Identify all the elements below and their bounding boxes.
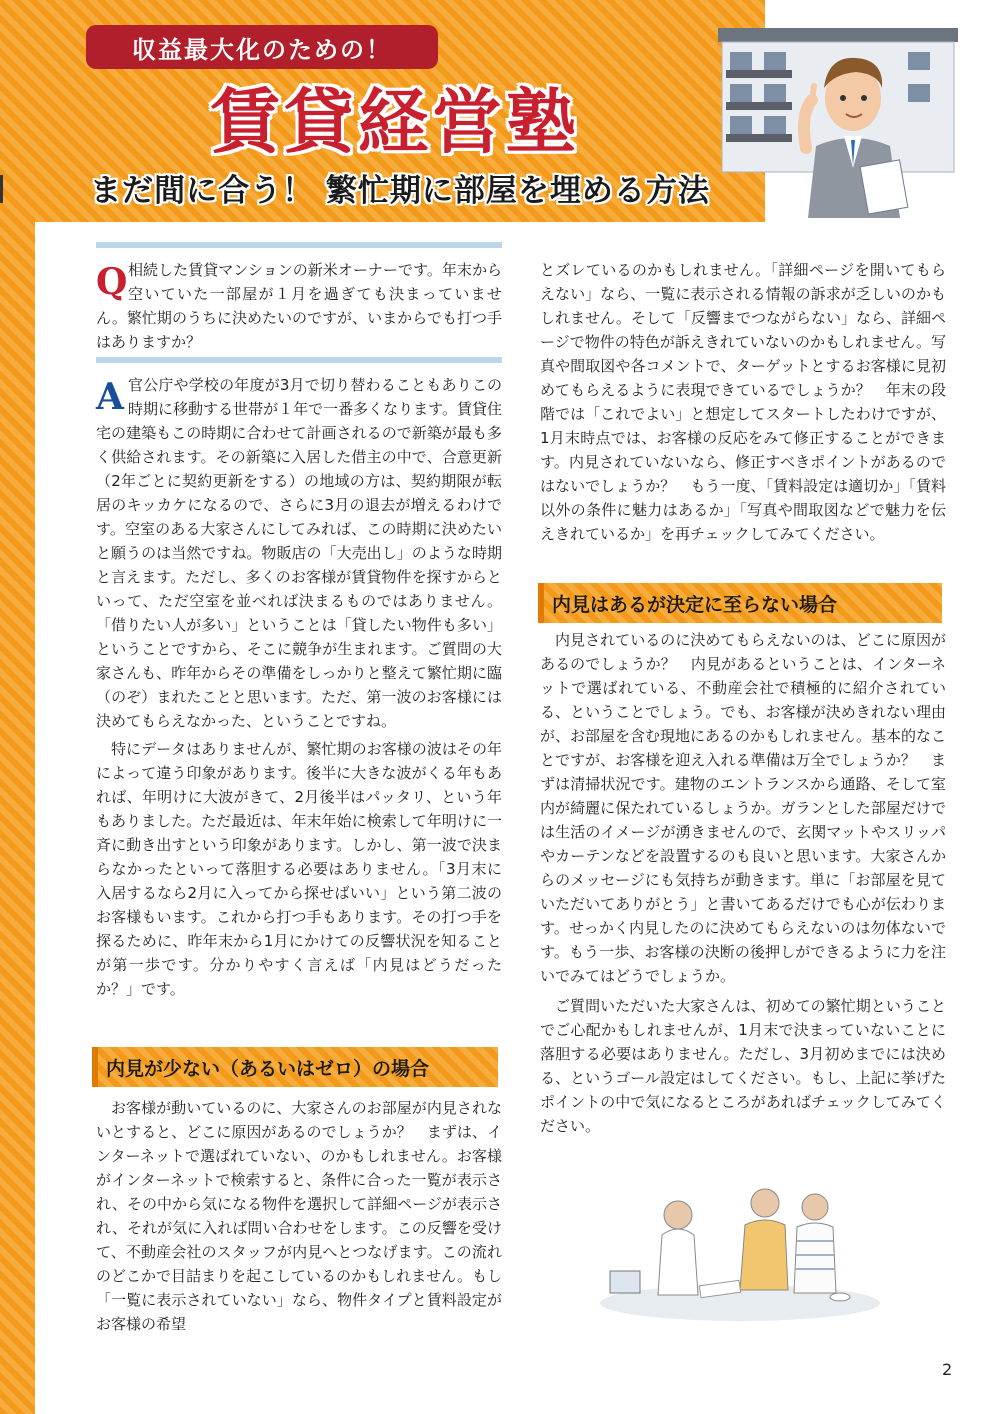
question-bottom-rule [96, 357, 502, 363]
answer-block [96, 373, 502, 733]
question-block [96, 258, 502, 354]
edge-marker [0, 175, 3, 203]
answer-paragraph-2: 特にデータはありませんが、繁忙期のお客様の波はその年によって違う印象があります。後半に大きな波がくる年もあれば、年明けに大波がきて、2月後半はパッタリ、という年もありました。ただ最近は、年末年始に検索して年明けに一斉に動き出すという印象があります。しかし、第一波で決まらなかったといって落胆する必要はありません。「3月末に入居するなら2月に入ってから探せばいい」という第二波のお客様もいます。これから打つ手もあります。その打つ手を探るために、昨年末から1月にかけての反響状況を知ることが第一歩です。分かりやすく言えば「内見はどうだったか？」です。 [96, 740, 502, 998]
question-top-rule [96, 242, 502, 248]
section2-body: 内見されているのに決めてもらえないのは、どこに原因があるのでしょうか？ 内見があるということは、インターネットで選ばれている、不動産会社で積極的に紹介されている、ということでしょう。でも、お客様が決めきれない理由が、お部屋を含む現地にあるのかもしれません。基本的なことですが、お客様を迎え入れる準備は万全でしょうか？ まずは清掃状況です。建物のエントランスから通路、そして室内が綺麗に保たれているしょうか。ガランとした部屋だけでは生活のイメージが湧きませんので、玄関マットやスリッパやカーテンなどを設置するのも良いと思います。大家さんからのメッセージにも気持ちが動きます。単に「お部屋を見ていただいてありがとう」と書いてあるだけでも心が伝わります。せっかく内見したのに決めてもらえないのは勿体ないです。もう一歩、お客様の決断の後押しができるように力を注いでみてはどうでしょうか。 [540, 631, 946, 985]
building-advisor-illustration [708, 18, 988, 218]
right-column [540, 258, 946, 546]
left-column [96, 258, 502, 354]
page-subtitle: まだ間に合う！ 繁忙期に部屋を埋める方法 [90, 173, 710, 209]
section-heading-no-decision: 内見はあるが決定に至らない場合 [538, 583, 942, 623]
closing-paragraph: ご質問いただいた大家さんは、初めての繁忙期ということでご心配かもしれませんが、1月末で決まっていないことに落胆する必要はありません。ただし、3月初めまでには決める、というゴール設定はしてください。もし、上記に挙げたポイントの中で気になるところがあればチェックしてみてください。 [540, 997, 946, 1135]
section1-body-column [96, 1096, 502, 1336]
answer-column [96, 373, 502, 1001]
section1-body-continued: とズレているのかもしれません。「詳細ページを開いてもらえない」なら、一覧に表示される情報の訴求が乏しいのかもしれません。そして「反響までつながらない」なら、詳細ページで物件の特色が訴えきれていないのかもしれません。写真や間取図や各コメントで、ターゲットとするお客様に見初めてもらえるように表現できているでしょうか？ 年末の段階では「これでよい」と想定してスタートしたわけですが、1月末時点では、お客様の反応をみて修正することができます。内見されていないなら、修正すべきポイントがあるのではないでしょうか？ もう一度、「賃料設定は適切か」「賃料以外の条件に魅力はあるか」「写真や間取図などで魅力を伝えきれているか」を再チェックしてみてください。 [540, 261, 946, 543]
answer-paragraph-1: 官公庁や学校の年度が3月で切り替わることもありこの時期に移動する世帯が１年で一番多くなります。賃貸住宅の建築もこの時期に合わせて計画されるので新築が最も多く供給されます。その新築に入居した借主の中で、合意更新（2年ごとに契約更新をする）の地域の方は、契約期限が転居のキッカケになるので、さらに3月の退去が増えるわけです。空室のある大家さんにしてみれば、この時期に決めたいと願うのは当然ですね。物販店の「大売出し」のような時期と言えます。ただし、多くのお客様が賃貸物件を探すからといって、ただ空室を並べれば決まるものではありません。「借りたい人が多い」ということは「貸したい物件も多い」ということですから、そこに競争が生まれます。ご質問の大家さんも、昨年からその準備をしっかりと整えて繁忙期に臨（のぞ）まれたことと思います。ただ、第一波のお客様には決めてもらえなかった、ということですね。 [96, 376, 502, 730]
answer-letter: A [96, 376, 124, 418]
section2-column [540, 628, 946, 1138]
page-number: 2 [942, 1360, 953, 1379]
question-text: 相続した賃貸マンションの新米オーナーです。年末から空いていた一部屋が１月を過ぎても決まっていません。繁忙期のうちに決めたいのですが、いまからでも打つ手はありますか？ [96, 261, 502, 351]
section-heading-few-viewings: 内見が少ない（あるいはゼロ）の場合 [92, 1047, 498, 1087]
header-tag: 収益最大化のための！ [86, 25, 438, 69]
meeting-illustration [590, 1175, 890, 1325]
section1-body: お客様が動いているのに、大家さんのお部屋が内見されないとすると、どこに原因があるのでしょうか？ まずは、インターネットで選ばれていない、のかもしれません。お客様がインターネットで検索すると、条件に合った一覧が表示され、その中から気になる物件を選択して詳細ページが表示され、それが気に入れば問い合わせをします。この反響を受けて、不動産会社のスタッフが内見へとつなげます。この流れのどこかで目詰まりを起こしているのかもしれません。もし「一覧に表示されていない」なら、物件タイプと賃料設定がお客様の希望 [96, 1099, 502, 1333]
question-letter: Q [96, 261, 128, 303]
page-title: 賃貸経営塾 [210, 80, 580, 163]
